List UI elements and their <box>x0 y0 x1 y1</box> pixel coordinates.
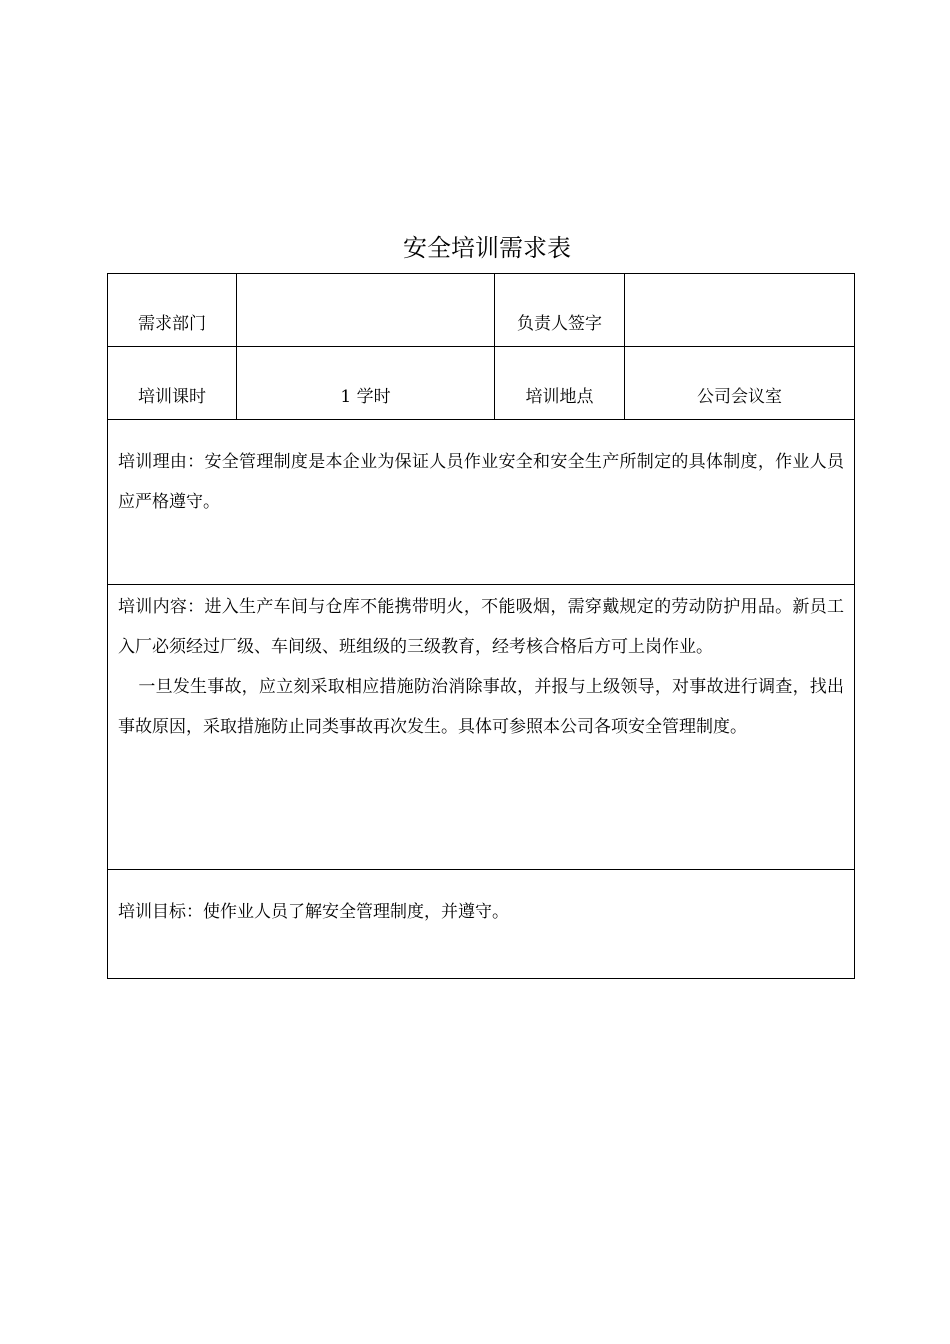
department-label: 需求部门 <box>138 314 206 334</box>
hours-value <box>237 347 494 419</box>
training-request-form <box>107 273 855 979</box>
signature-value <box>625 274 854 346</box>
hours-number: 1 <box>340 387 352 407</box>
signature-label: 负责人签字 <box>517 314 602 334</box>
location-field[interactable] <box>625 347 855 420</box>
content-cell <box>108 585 855 870</box>
page-title: 安全培训需求表 <box>403 234 571 262</box>
form-row-goal <box>108 870 855 979</box>
form-row-department <box>108 274 855 347</box>
form-row-content <box>108 585 855 870</box>
hours-field[interactable] <box>237 347 495 420</box>
goal-cell <box>108 870 855 979</box>
reason-cell <box>108 420 855 585</box>
training-content-para1: 培训内容：进入生产车间与仓库不能携带明火，不能吸烟，需穿戴规定的劳动防护用品。新员工入厂必须经过厂级、车间级、班组级的三级教育，经考核合格后方可上岗作业。 <box>118 597 844 657</box>
training-goal: 培训目标：使作业人员了解安全管理制度，并遵守。 <box>118 902 509 922</box>
training-reason: 培训理由：安全管理制度是本企业为保证人员作业安全和安全生产所制定的具体制度，作业人员应严格遵守。 <box>118 452 844 512</box>
location-label: 培训地点 <box>525 387 594 407</box>
department-label-cell <box>108 274 237 347</box>
hours-label: 培训课时 <box>138 387 206 407</box>
form-row-hours <box>108 347 855 420</box>
training-content-para2: 一旦发生事故，应立刻采取相应措施防治消除事故，并报与上级领导，对事故进行调查，找出事故原因，采取措施防止同类事故再次发生。具体可参照本公司各项安全管理制度。 <box>118 677 844 737</box>
signature-field[interactable] <box>625 274 855 347</box>
location-value: 公司会议室 <box>697 387 782 407</box>
hours-unit: 学时 <box>356 387 391 407</box>
department-value <box>237 274 494 346</box>
location-label-cell <box>495 347 625 420</box>
form-row-reason <box>108 420 855 585</box>
signature-label-cell <box>495 274 625 347</box>
hours-label-cell <box>108 347 237 420</box>
department-field[interactable] <box>237 274 495 347</box>
